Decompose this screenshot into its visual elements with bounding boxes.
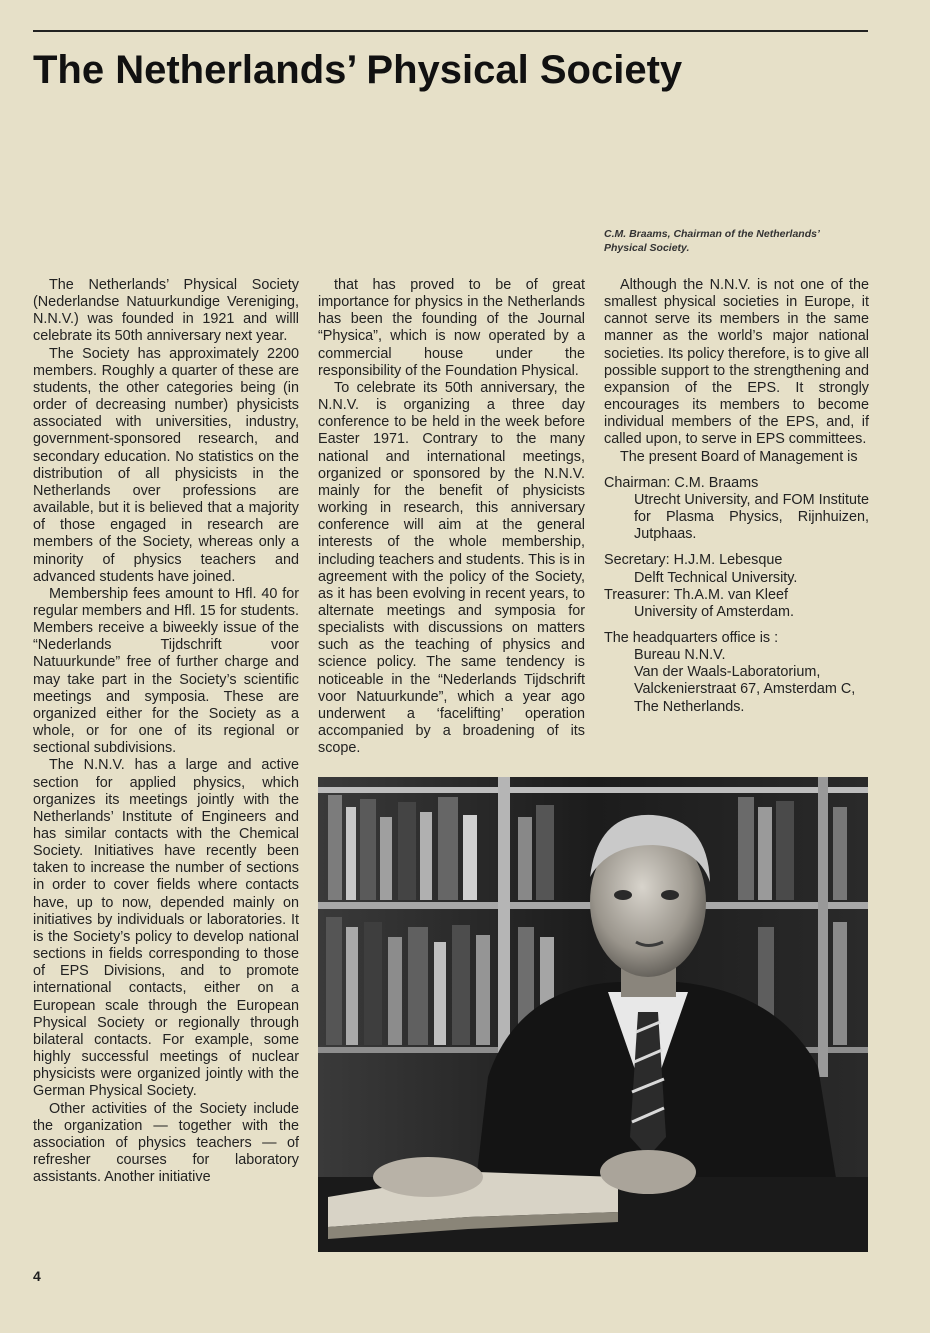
paragraph: Membership fees amount to Hfl. 40 for regular members and Hfl. 15 for students. Members receive a biweekly issue of the “Nederlands Tijdschrift voor Natuurkunde” free of further charge and may take part in the Society’s scientific meetings and symposia. These are organized either for the Society as a whole, or for one of its regional or sectional subdivisions. xyxy=(33,585,299,757)
paragraph: The Netherlands’ Physical Society (Nederlandse Natuurkundige Vereniging, N.N.V.) was founded in 1921 and willl celebrate its 50th anniversary next year. xyxy=(33,277,299,345)
paragraph: The present Board of Management is xyxy=(620,448,858,465)
paragraph: that has proved to be of great importance for physics in the Netherlands has been the founding of the Journal “Physica”, which is now operated by a commercial house under the responsibility of the Foundation Physical. xyxy=(318,277,585,379)
paragraph: The Society has approximately 2200 members. Roughly a quarter of these are students, the other categories being (in order of decreasing number) physicists associated with universities, industry, government-sponsored research, and secondary education. No statistics on the distribution of all physicists in the Netherlands over professions are available, but it is believed that a majority of those engaged in research are members of the Society, whereas only a minority of physics teachers and advanced students have joined. xyxy=(33,345,299,585)
board-secretary-affiliation: Delft Technical University. xyxy=(634,569,798,586)
column-3 xyxy=(604,277,869,716)
board-secretary: Secretary: H.J.M. Lebesque xyxy=(604,552,783,569)
address-line: Van der Waals-Laboratorium, xyxy=(634,664,821,681)
board-treasurer-affiliation: University of Amsterdam. xyxy=(634,603,794,620)
column-1 xyxy=(33,277,299,1186)
column-2 xyxy=(318,277,585,757)
address-line: Bureau N.N.V. xyxy=(634,647,726,664)
photo-caption: C.M. Braams, Chairman of the Netherlands’ Physical Society. xyxy=(604,228,820,254)
address-line: The Netherlands. xyxy=(634,698,745,715)
address-line: Valckenierstraat 67, Amsterdam C, xyxy=(634,681,856,698)
paragraph: Although the N.N.V. is not one of the smallest physical societies in Europe, it cannot serve its members in the same manner as the world’s major national societies. Its policy therefore, is to give all possible support to the strengthening and expansion of the EPS. It strongly encourages its members to become individual members of the EPS, and, if called upon, to serve in EPS committees. xyxy=(604,277,869,448)
paragraph: Other activities of the Society include the organization — together with the association of physics teachers — of refresher courses for laboratory assistants. Another initiative xyxy=(33,1100,299,1186)
portrait-illustration xyxy=(318,777,868,1252)
page-number: 4 xyxy=(33,1268,41,1284)
board-chairman: Chairman: C.M. Braams xyxy=(604,474,759,491)
paragraph: The N.N.V. has a large and active section for applied physics, which organizes its meetings jointly with the Netherlands’ Institute of Engineers and has similar contacts with the Chemical Society. Initiatives have recently been taken to increase the number of sections in order to cover fields where contacts have, up to now, depended mainly on initiatives by individuals or laboratories. It is the Society’s policy to develop national sections in fields corresponding to those of EPS Divisions, and to promote international contacts, either on a European scale through the European Physical Society or regionally through bilateral contacts. For example, some highly successful meetings of nuclear physicists were organized jointly with the German Physical Society. xyxy=(33,757,299,1100)
headquarters-label: The headquarters office is : xyxy=(604,629,779,646)
article-title: The Netherlands’ Physical Society xyxy=(33,48,683,92)
top-rule xyxy=(33,30,868,32)
portrait-photo xyxy=(318,777,868,1252)
board-treasurer: Treasurer: Th.A.M. van Kleef xyxy=(604,586,788,603)
board-chairman-affiliation: Utrecht University, and FOM Institute for Plasma Physics, Rijnhuizen, Jutphaas. xyxy=(634,491,869,543)
paragraph: To celebrate its 50th anniversary, the N.N.V. is organizing a three day conference to be held in the week before Easter 1971. Contrary to the many national and international meetings, organized or sponsored by the N.N.V. mainly for the benefit of physicists working in research, this anniversary conference will aim at the general interests of the whole membership, including teachers and students. This is in agreement with the policy of the Society, as it has been evolving in recent years, to alternate meetings and symposia for specialists with discussions on matters such as the teaching of physics and science policy. The same tendency is noticeable in the “Nederlands Tijdschrift voor Natuurkunde”, which a year ago underwent a ‘facelifting’ operation accompanied by a broadening of its scope. xyxy=(318,379,585,757)
